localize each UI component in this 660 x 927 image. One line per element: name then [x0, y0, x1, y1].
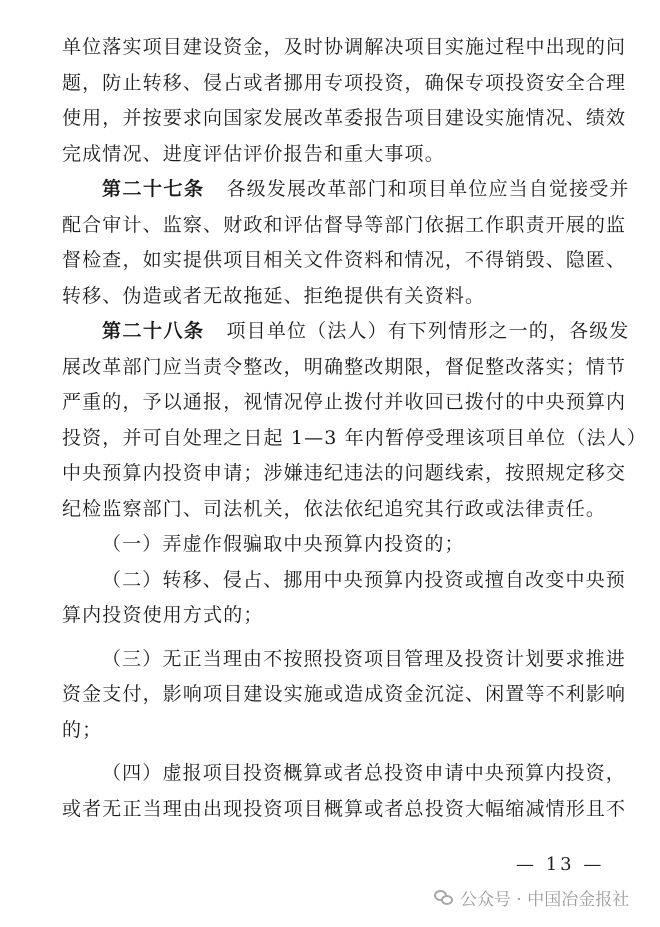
article-28-first-line [62, 314, 630, 350]
watermark-text: 公众号 · 中国冶金报社 [460, 890, 630, 910]
article-27-text: 各级发展改革部门和项目单位应当自觉接受并 [226, 178, 630, 200]
text-line: 中央预算内投资申请；涉嫌违纪违法的问题线索，按照规定移交 [62, 462, 627, 484]
document-body [62, 30, 647, 827]
text-line: 算内投资使用方式的； [62, 604, 264, 626]
text-line: 完成情况、进度评估评价报告和重大事项。 [62, 142, 445, 165]
text-line: 题，防止转移、侵占或者挪用专项投资，确保专项投资安全合理 [62, 71, 627, 94]
text-line: 转移、伪造或者无故拖延、拒绝提供有关资料。 [62, 284, 486, 307]
wechat-icon [434, 889, 454, 906]
text-line: 督检查，如实提供项目相关文件资料和情况，不得销毁、隐匿、 [62, 249, 627, 271]
text-line: 投资，并可自处理之日起 1—3 年内暂停受理该项目单位（法人） [62, 426, 647, 449]
text-line: 纪检监察部门、司法机关，依法依纪追究其行政或法律责任。 [62, 497, 607, 520]
article-27-first-line [62, 172, 630, 208]
list-item-2: （二）转移、侵占、挪用中央预算内投资或擅自改变中央预 [102, 568, 626, 591]
article-28-text: 项目单位（法人）有下列情形之一的，各级发 [226, 320, 630, 342]
page-number: — 13 — [516, 854, 605, 875]
text-line: 展改革部门应当责令整改，明确整改期限，督促整改落实；情节 [62, 355, 627, 378]
text-line: 使用，并按要求向国家发展改革委报告项目建设实施情况、绩效 [62, 107, 627, 129]
text-line: 或者无正当理由出现投资项目概算或者总投资大幅缩减情形且不 [62, 797, 627, 820]
text-line: 配合审计、监察、财政和评估督导等部门依据工作职责开展的监 [62, 213, 627, 236]
watermark [434, 885, 629, 910]
article-27-heading: 第二十七条 [102, 178, 205, 200]
text-line: 单位落实项目建设资金，及时协调解决项目实施过程中出现的问 [62, 36, 627, 58]
article-28-heading: 第二十八条 [102, 320, 205, 342]
text-line: 的； [62, 718, 103, 741]
text-line: 资金支付，影响项目建设实施或造成资金沉淀、闲置等不利影响 [62, 683, 627, 705]
list-item-3: （三）无正当理由不按照投资项目管理及投资计划要求推进 [102, 647, 626, 670]
text-line: 严重的，予以通报，视情况停止拨付并收回已拨付的中央预算内 [62, 391, 627, 413]
list-item-4: （四）虚报项目投资概算或者总投资申请中央预算内投资， [102, 762, 626, 784]
list-item-1: （一）弄虚作假骗取中央预算内投资的； [102, 533, 465, 555]
